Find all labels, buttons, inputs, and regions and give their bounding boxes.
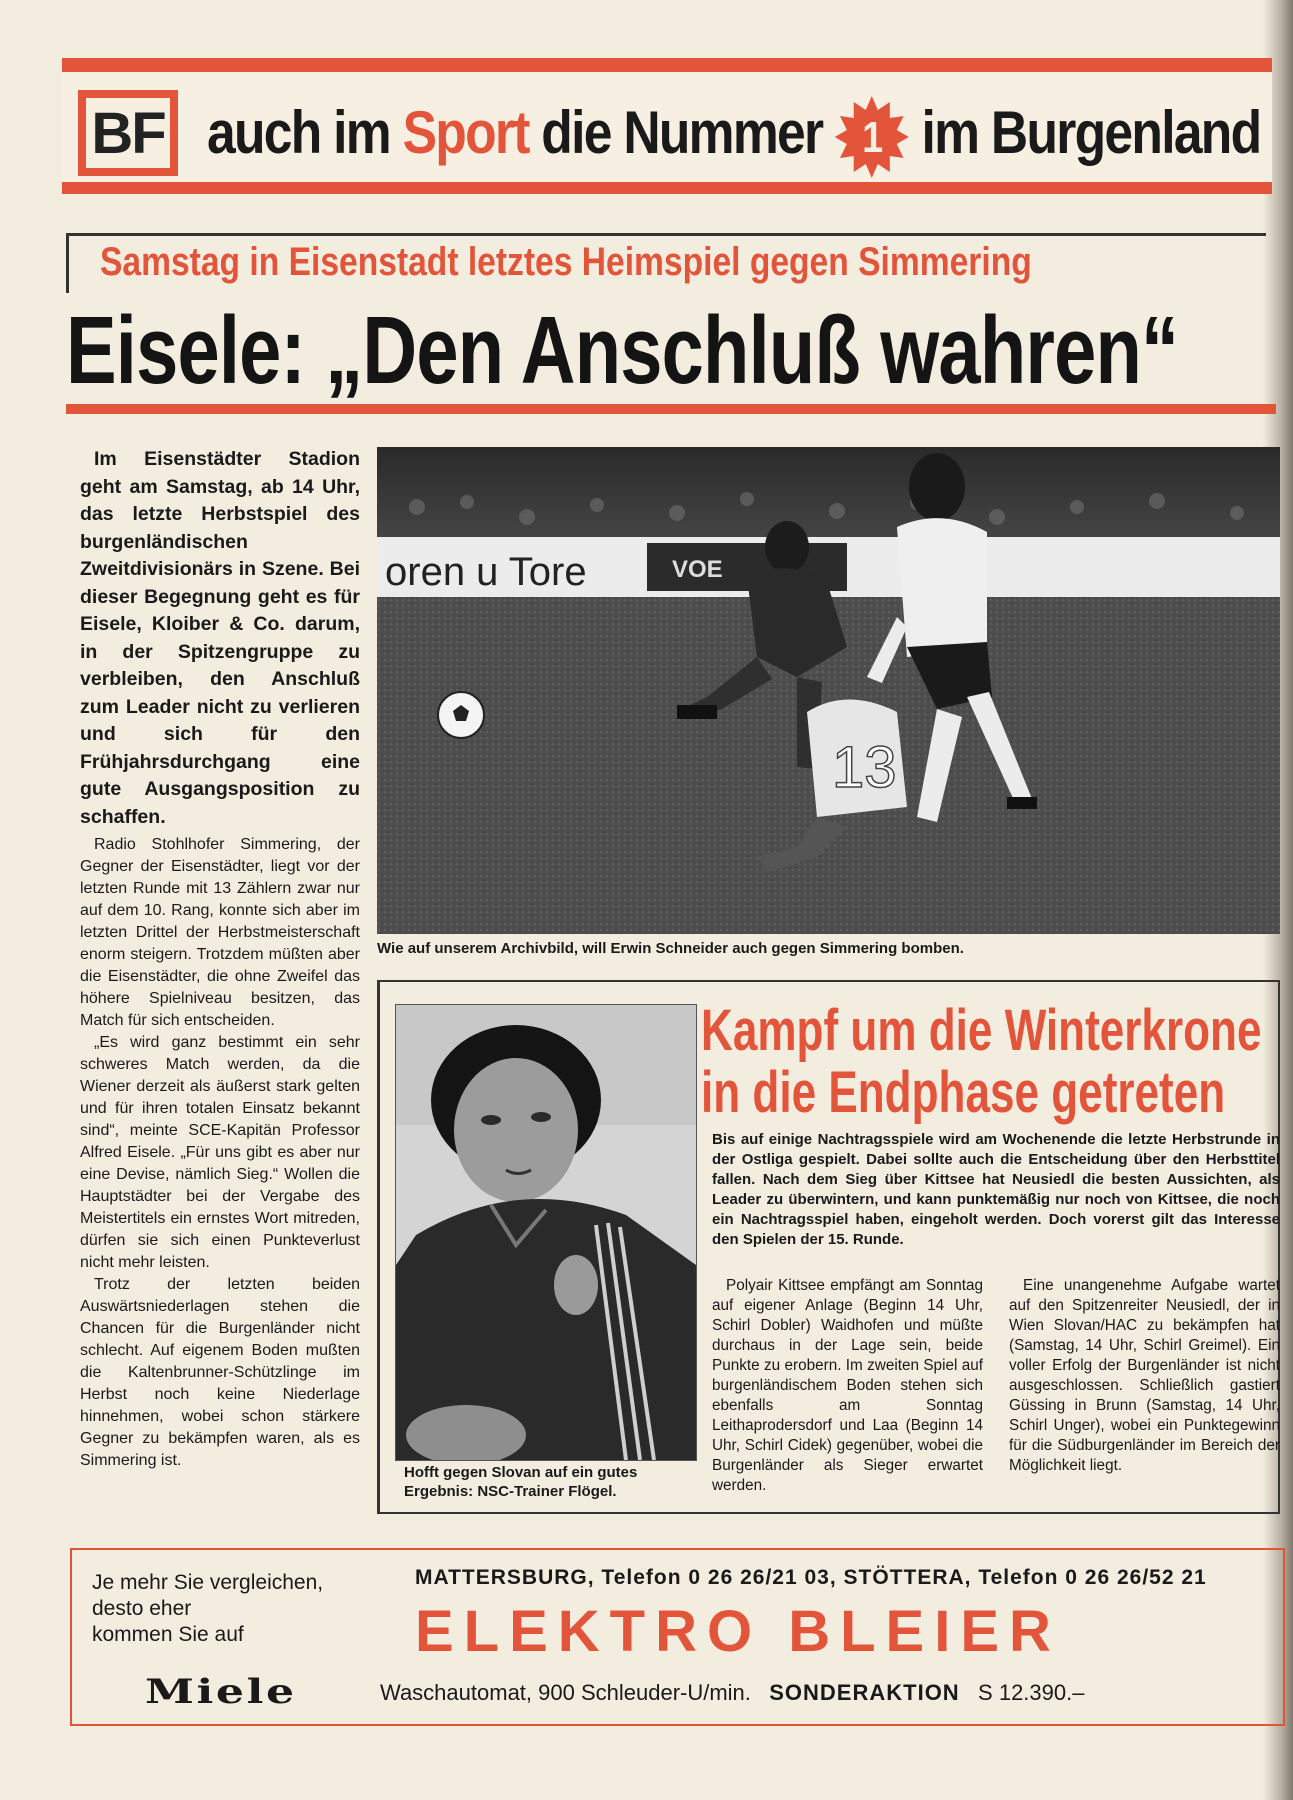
article-paragraph: Radio Stohlhofer Simmering, der Gegner der Eisenstädter, liegt vor der letzten Runde mit 13 Zählern zwar nur auf dem 10. Rang, konnte sich aber im letzten Drittel der Herbstmeisterschaft enorm steigern. Trotzdem müßten aber die Eisenstädter, die ohne Zweifel das höhere Spielniveau besitzen, das Match für sich entscheiden. — [80, 836, 360, 1029]
badge-number: 1 — [862, 112, 882, 162]
coach-caption-line: Hofft gegen Slovan auf ein gutes — [404, 1464, 638, 1481]
banner-slogan — [207, 90, 1260, 180]
miele-logo: Miele — [145, 1672, 297, 1712]
second-headline — [701, 998, 1262, 1125]
stadium-banner-text-2: VOE — [672, 556, 723, 583]
banner-mid: die Nummer — [541, 99, 823, 166]
headline-rule — [66, 404, 1276, 414]
ad-slogan-line: desto eher — [92, 1597, 192, 1620]
coach-photo-caption — [404, 1463, 704, 1501]
masthead-banner — [62, 58, 1272, 194]
match-photo — [377, 447, 1280, 934]
second-headline-line: Kampf um die Winterkrone — [701, 998, 1262, 1063]
match-photo-caption: Wie auf unserem Archivbild, will Erwin Schneider auch gegen Simmering bomben. — [377, 940, 964, 957]
second-headline-line: in die Endphase getreten — [701, 1060, 1226, 1125]
coach-caption-line: Ergebnis: NSC-Trainer Flögel. — [404, 1483, 617, 1500]
article-paragraph: Trotz der letzten beiden Auswärtsniederlagen stehen die Chancen für die Burgenländer nicht schlecht. Auf eigenem Boden mußten die Kaltenbrunner-Schützlinge im Herbst noch keine Niederlage hinnehmen, wobei schon stärkere Gegner zu bekämpfen waren, als es Simmering ist. — [80, 1276, 360, 1469]
player-shirt-number: 13 — [832, 735, 897, 800]
article-headline: Eisele: „Den Anschluß wahren“ — [66, 297, 1179, 404]
banner-sport: Sport — [402, 99, 529, 166]
number-one-badge-icon — [835, 94, 909, 180]
ad-product: Waschautomat, 900 Schleuder-U/min. — [380, 1680, 751, 1705]
article-paragraph: „Es wird ganz bestimmt ein sehr schweres Match werden, da die Wiener derzeit als äußerst stark gelten und für ihren totalen Einsatz bekannt sind“, meinte SCE-Kapitän Professor Alfred Eisele. „Für uns gibt es aber nur eine Devise, nämlich Sieg.“ Wollen die Hauptstädter bei der Vergabe des Meistertitels ein ernstes Wort mitreden, dürfen sie sich einen Punkteverlust nicht mehr leisten. — [80, 1034, 360, 1271]
ad-contact: MATTERSBURG, Telefon 0 26 26/21 03, STÖTTERA, Telefon 0 26 26/52 21 — [415, 1566, 1207, 1589]
kicker-bar — [66, 233, 69, 293]
article-body — [80, 446, 360, 1472]
ad-brand: ELEKTRO BLEIER — [415, 1599, 1061, 1664]
ad-slogan-line: kommen Sie auf — [92, 1623, 244, 1646]
ad-product-line — [380, 1680, 1084, 1706]
stadium-banner-text: oren u Tore — [385, 550, 587, 594]
ad-price: S 12.390.– — [978, 1680, 1085, 1705]
ad-slogan-line: Je mehr Sie vergleichen, — [92, 1571, 324, 1594]
article-kicker: Samstag in Eisenstadt letztes Heimspiel gegen Simmering — [100, 240, 1032, 284]
ad-offer: SONDERAKTION — [769, 1680, 960, 1705]
second-lead: Bis auf einige Nachtragsspiele wird am Wochenende die letzte Herbstrunde in der Ostliga gespielt. Dabei sollte auch die Entscheidung über den Herbsttitel fallen. Nach dem Sieg über Kittsee hat Neusiedl die besten Aussichten, als Leader zu überwintern, und kann punktemäßig nur noch von Kittsee, die noch ein Nachtragsspiel haben, eingeholt werden. Doch vorerst gilt das Interesse den Spielen der 15. Runde. — [712, 1131, 1280, 1248]
second-columns — [712, 1276, 1280, 1496]
second-column-1: Polyair Kittsee empfängt am Sonntag auf eigener Anlage (Beginn 14 Uhr, Schirl Dobler) Waidhofen und müßte durchaus in der Lage sein, beide Punkte zu erobern. Im zweiten Spiel auf burgenländischem Boden stehen sich ebenfalls am Sonntag Leithaprodersdorf und Laa (Beginn 14 Uhr, Schirl Cidek) gegenüber, wobei die Burgenländer als Sieger erwartet werden. — [712, 1277, 983, 1494]
kicker-rule — [66, 233, 1266, 236]
banner-post: im Burgenland — [921, 99, 1261, 166]
banner-pre: auch im — [207, 99, 390, 166]
coach-portrait-photo — [395, 1004, 697, 1461]
second-column-2: Eine unangenehme Aufgabe wartet auf den Spitzenreiter Neusiedl, der in Wien Slovan/HAC zu bekämpfen hat (Samstag, 14 Uhr, Schirl Greimel). Ein voller Erfolg der Burgenländer ist nicht ausgeschlossen. Schließlich gastiert Güssing in Brunn (Samstag, 14 Uhr, Schirl Unger), wobei ein Punktegewinn für die Südburgenländer im Bereich der Möglichkeit liegt. — [1009, 1277, 1280, 1474]
ad-slogan — [92, 1570, 323, 1648]
article-lead: Im Eisenstädter Stadion geht am Samstag, ab 14 Uhr, das letzte Herbstspiel des burgenländischen Zweitdivisionärs in Szene. Bei dieser Begegnung geht es für Eisele, Kloiber & Co. darum, in der Spitzengruppe zu verbleiben, den Anschluß zum Leader nicht zu verlieren und sich für den Frühjahrsdurchgang eine gute Ausgangsposition zu schaffen. — [80, 448, 360, 828]
bf-logo: BF — [78, 90, 178, 176]
